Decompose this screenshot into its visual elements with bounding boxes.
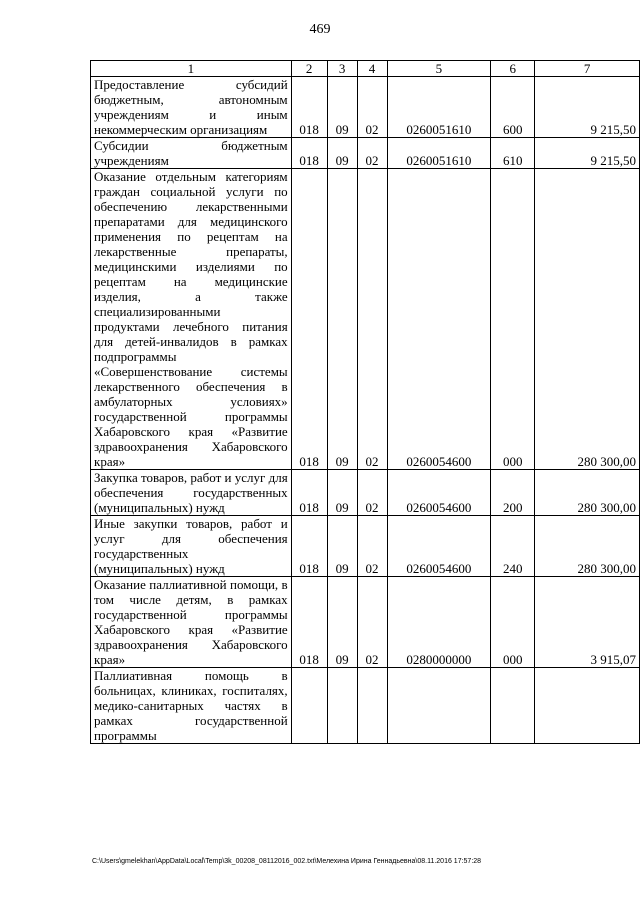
col-header-7: 7 <box>535 61 640 77</box>
row-ministry-code <box>291 668 327 744</box>
table-header-row <box>91 61 640 77</box>
col-header-3: 3 <box>327 61 357 77</box>
row-amount: 9 215,50 <box>535 138 640 169</box>
row-target-code: 0260054600 <box>387 169 491 470</box>
col-header-4: 4 <box>357 61 387 77</box>
row-name: Субсидии бюджетным учреждениям <box>91 138 292 169</box>
row-section-code: 09 <box>327 577 357 668</box>
row-target-code: 0280000000 <box>387 577 491 668</box>
row-subsection-code: 02 <box>357 77 387 138</box>
row-amount <box>535 668 640 744</box>
table-row <box>91 138 640 169</box>
row-name: Оказание паллиативной помощи, в том числе детям, в рамках государственной программы Хабаровского края «Развитие здравоохранения Хабаровского края» <box>91 577 292 668</box>
row-target-code: 0260051610 <box>387 77 491 138</box>
row-name: Предоставление субсидий бюджетным, автономным учреждениям и иным некоммерческим организациям <box>91 77 292 138</box>
row-target-code: 0260054600 <box>387 516 491 577</box>
row-section-code: 09 <box>327 516 357 577</box>
row-expense-type: 610 <box>491 138 535 169</box>
col-header-2: 2 <box>291 61 327 77</box>
col-header-5: 5 <box>387 61 491 77</box>
row-amount: 280 300,00 <box>535 516 640 577</box>
row-section-code: 09 <box>327 77 357 138</box>
footer-file-path: C:\Users\gmelekhan\AppData\Local\Temp\3k_00208_08112016_002.txt\Мелехина Ирина Геннадьевна\08.11.2016 17:57:28 <box>92 858 482 865</box>
row-subsection-code: 02 <box>357 169 387 470</box>
row-target-code: 0260054600 <box>387 470 491 516</box>
row-name: Закупка товаров, работ и услуг для обеспечения государственных (муниципальных) нужд <box>91 470 292 516</box>
row-expense-type: 240 <box>491 516 535 577</box>
budget-table <box>90 60 640 744</box>
col-header-6: 6 <box>491 61 535 77</box>
row-expense-type: 600 <box>491 77 535 138</box>
row-name: Оказание отдельным категориям граждан социальной услуги по обеспечению лекарственными препаратами для медицинского применения по рецептам на лекарственные препараты, медицинскими изделиями по рецептам на медицинские изделия, а также специализированными продуктами лечебного питания для детей-инвалидов в рамках подпрограммы «Совершенствование системы лекарственного обеспечения в амбулаторных условиях» государственной программы Хабаровского края «Развитие здравоохранения Хабаровского края» <box>91 169 292 470</box>
row-target-code <box>387 668 491 744</box>
row-subsection-code: 02 <box>357 577 387 668</box>
row-expense-type <box>491 668 535 744</box>
row-section-code: 09 <box>327 169 357 470</box>
row-expense-type: 000 <box>491 577 535 668</box>
row-section-code: 09 <box>327 138 357 169</box>
row-target-code: 0260051610 <box>387 138 491 169</box>
row-amount: 280 300,00 <box>535 470 640 516</box>
row-ministry-code: 018 <box>291 138 327 169</box>
row-name: Иные закупки товаров, работ и услуг для обеспечения государственных (муниципальных) нужд <box>91 516 292 577</box>
row-ministry-code: 018 <box>291 169 327 470</box>
col-header-1: 1 <box>91 61 292 77</box>
table-row <box>91 516 640 577</box>
row-subsection-code <box>357 668 387 744</box>
row-expense-type: 200 <box>491 470 535 516</box>
row-ministry-code: 018 <box>291 470 327 516</box>
row-ministry-code: 018 <box>291 516 327 577</box>
row-subsection-code: 02 <box>357 138 387 169</box>
row-section-code <box>327 668 357 744</box>
row-ministry-code: 018 <box>291 577 327 668</box>
table-row <box>91 77 640 138</box>
row-subsection-code: 02 <box>357 470 387 516</box>
table-row <box>91 470 640 516</box>
row-expense-type: 000 <box>491 169 535 470</box>
table-row <box>91 668 640 744</box>
table-row <box>91 577 640 668</box>
row-amount: 3 915,07 <box>535 577 640 668</box>
row-section-code: 09 <box>327 470 357 516</box>
row-ministry-code: 018 <box>291 77 327 138</box>
row-subsection-code: 02 <box>357 516 387 577</box>
page-number: 469 <box>309 22 331 37</box>
row-amount: 280 300,00 <box>535 169 640 470</box>
row-name: Паллиативная помощь в больницах, клиниках, госпиталях, медико-санитарных частях в рамках государственной программы <box>91 668 292 744</box>
table-row <box>91 169 640 470</box>
row-amount: 9 215,50 <box>535 77 640 138</box>
